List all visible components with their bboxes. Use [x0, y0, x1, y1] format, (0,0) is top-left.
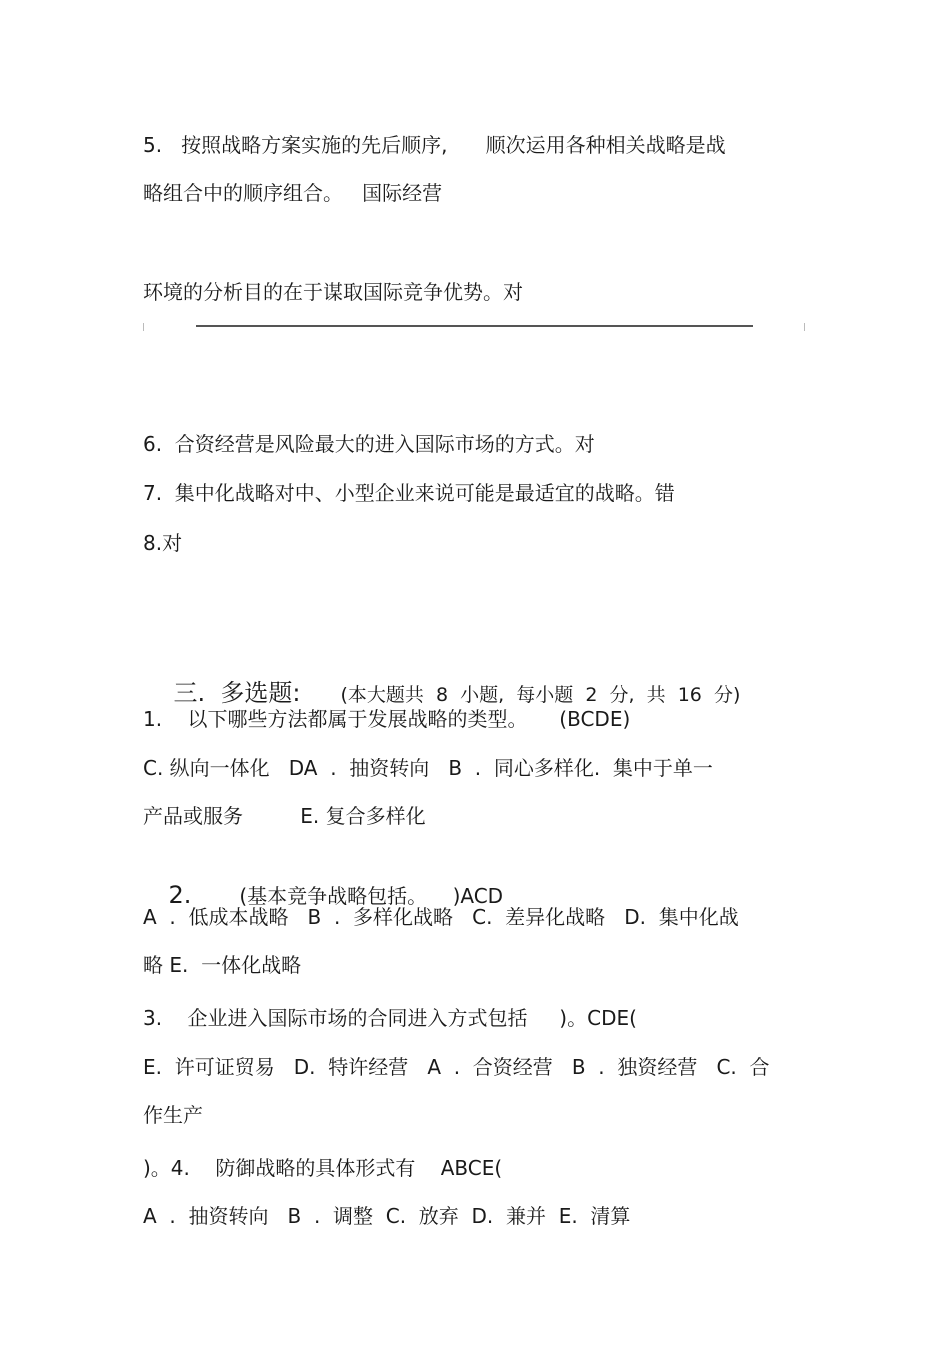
- text-line: 6. 合资经营是风险最大的进入国际市场的方式。对: [143, 432, 595, 456]
- divider-rule: [196, 325, 753, 327]
- text-line: 略组合中的顺序组合。 国际经营: [143, 181, 443, 205]
- option-line: A . 抽资转向 B . 调整 C. 放弃 D. 兼并 E. 清算: [143, 1204, 631, 1228]
- text-line: 5. 按照战略方案实施的先后顺序, 顺次运用各种相关战略是战: [143, 133, 726, 157]
- question-line: 3. 企业进入国际市场的合同进入方式包括 )。CDE(: [143, 1006, 637, 1030]
- option-line: A . 低成本战略 B . 多样化战略 C. 差异化战略 D. 集中化战: [143, 905, 739, 929]
- option-line: 略 E. 一体化战略: [143, 953, 302, 977]
- text-line: 环境的分析目的在于谋取国际竞争优势。对: [143, 280, 523, 304]
- divider-tick-left: [143, 323, 144, 331]
- question-line: )。4. 防御战略的具体形式有 ABCE(: [143, 1156, 503, 1180]
- option-line: E. 许可证贸易 D. 特许经营 A . 合资经营 B . 独资经营 C. 合: [143, 1055, 770, 1079]
- section-note: (本大题共 8 小题, 每小题 2 分, 共 16 分): [340, 684, 741, 706]
- question-number: 2.: [168, 881, 192, 909]
- text-line: 7. 集中化战略对中、小型企业来说可能是最适宜的战略。错: [143, 481, 675, 505]
- text-line: 8.对: [143, 531, 183, 555]
- option-line: 产品或服务 E. 复合多样化: [143, 804, 426, 828]
- divider-tick-right: [804, 323, 805, 331]
- section-heading: 三. 多选题:: [173, 679, 301, 707]
- option-line: C. 纵向一体化 DA . 抽资转向 B . 同心多样化. 集中于单一: [143, 756, 713, 780]
- question-text: (基本竞争战略包括。 )ACD: [239, 884, 504, 908]
- option-line: 作生产: [143, 1103, 203, 1127]
- question-line: 1. 以下哪些方法都属于发展战略的类型。 (BCDE): [143, 707, 631, 731]
